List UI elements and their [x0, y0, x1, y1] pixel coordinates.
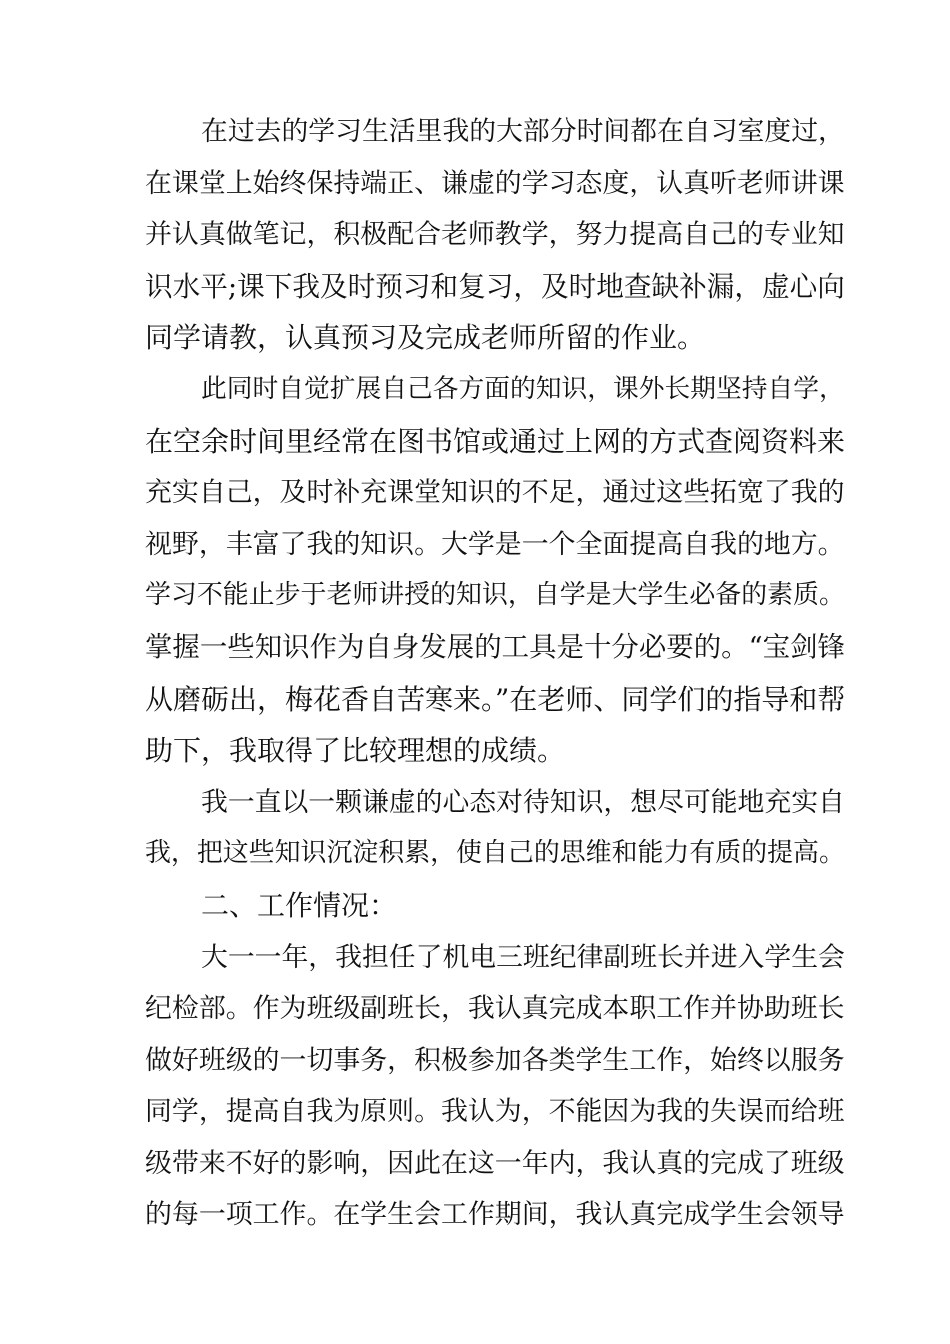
text-line: 大一一年，我担任了机电三班纪律副班长并进入学生会 — [201, 941, 845, 973]
text-line: 学习不能止步于老师讲授的知识，自学是大学生必备的素质。 — [145, 580, 845, 611]
text-line: 做好班级的一切事务，积极参加各类学生工作，始终以服务 — [145, 1044, 845, 1076]
text-line: 我，把这些知识沉淀积累，使自己的思维和能力有质的提高。 — [145, 838, 845, 869]
text-line: 在空余时间里经常在图书馆或通过上网的方式查阅资料来 — [145, 424, 846, 458]
text-line: 并认真做笔记，积极配合老师教学，努力提高自己的专业知 — [145, 219, 845, 251]
text-line: 识水平;课下我及时预习和复习，及时地查缺补漏，虚心向 — [145, 269, 845, 303]
text-line: 掌握一些知识作为自身发展的工具是十分必要的。“宝剑锋 — [145, 631, 845, 663]
text-line: 视野，丰富了我的知识。大学是一个全面提高自我的地方。 — [145, 528, 845, 560]
text-line: 此同时自觉扩展自己各方面的知识，课外长期坚持自学， — [201, 373, 845, 404]
text-line: 同学请教，认真预习及完成老师所留的作业。 — [145, 321, 706, 355]
text-line: 纪检部。作为班级副班长，我认真完成本职工作并协助班长 — [145, 993, 845, 1025]
text-line: 助下，我取得了比较理想的成绩。 — [145, 734, 566, 768]
text-line: 我一直以一颗谦虚的心态对待知识，想尽可能地充实自 — [201, 786, 845, 818]
text-line: 在过去的学习生活里我的大部分时间都在自习室度过， — [201, 116, 845, 147]
section-heading: 二、工作情况： — [201, 888, 398, 922]
text-line: 充实自己，及时补充课堂知识的不足，通过这些拓宽了我的 — [145, 477, 845, 509]
text-line: 的每一项工作。在学生会工作期间，我认真完成学生会领导 — [145, 1199, 845, 1231]
document-body — [145, 106, 845, 1241]
text-line: 级带来不好的影响，因此在这一年内，我认真的完成了班级 — [145, 1147, 845, 1179]
text-line: 在课堂上始终保持端正、谦虚的学习态度，认真听老师讲课 — [145, 167, 845, 199]
text-line: 同学，提高自我为原则。我认为，不能因为我的失误而给班 — [145, 1096, 845, 1128]
text-line: 从磨砺出，梅花香自苦寒来。”在老师、同学们的指导和帮 — [145, 682, 846, 716]
